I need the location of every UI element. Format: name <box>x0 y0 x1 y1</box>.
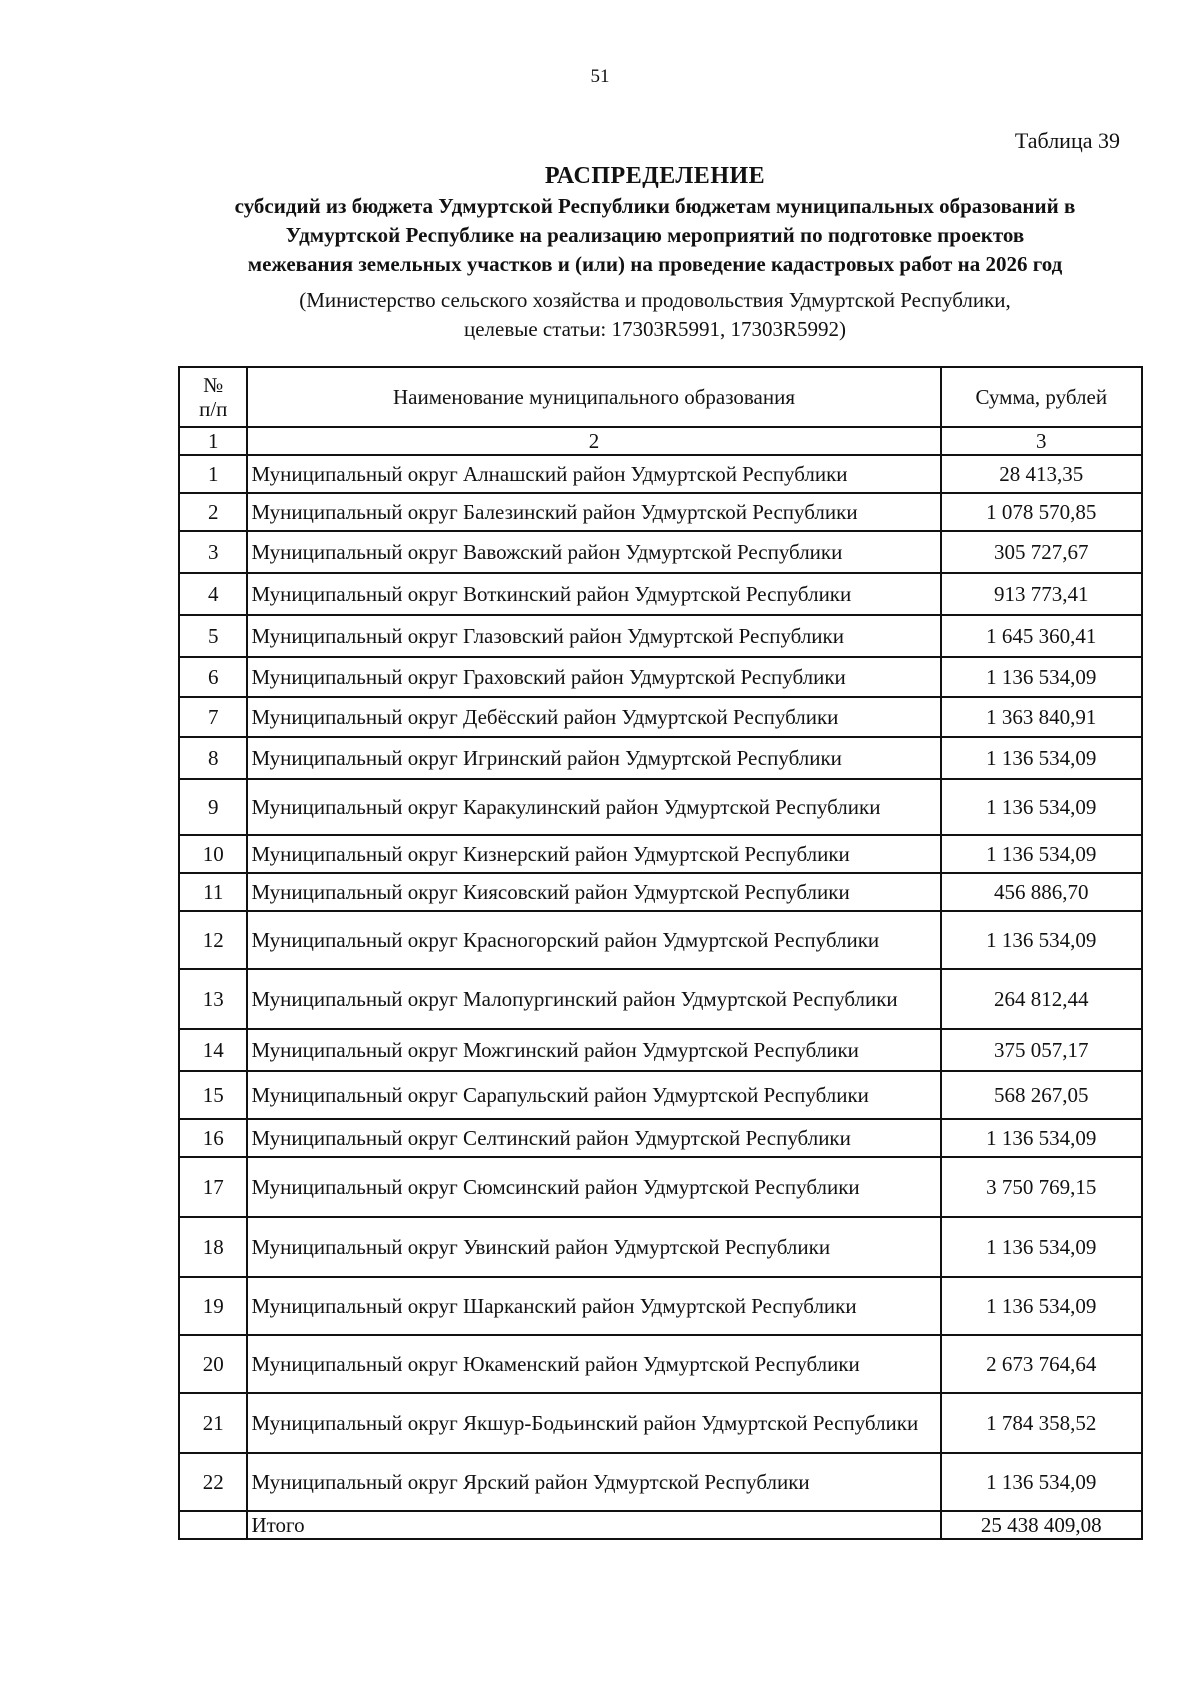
column-index-row <box>179 427 1142 455</box>
row-name-cell: Муниципальный округ Красногорский район Удмуртской Республики <box>247 911 940 969</box>
header-sum-cell: Сумма, рублей <box>941 367 1142 427</box>
row-sum-cell: 1 136 534,09 <box>941 1453 1142 1511</box>
row-sum-cell: 28 413,35 <box>941 455 1142 493</box>
table-row <box>179 911 1142 969</box>
row-name-cell: Муниципальный округ Якшур-Бодьинский район Удмуртской Республики <box>247 1393 940 1453</box>
row-name-cell: Муниципальный округ Шарканский район Удмуртской Республики <box>247 1277 940 1335</box>
row-number-cell: 12 <box>179 911 247 969</box>
row-sum-cell: 3 750 769,15 <box>941 1157 1142 1217</box>
page-number: 51 <box>590 66 610 87</box>
row-name-cell: Муниципальный округ Сарапульский район Удмуртской Республики <box>247 1071 940 1119</box>
table-row <box>179 1071 1142 1119</box>
row-name-cell: Муниципальный округ Малопургинский район Удмуртской Республики <box>247 969 940 1029</box>
row-sum-cell: 1 136 534,09 <box>941 657 1142 697</box>
row-number-cell: 18 <box>179 1217 247 1277</box>
table-row <box>179 1453 1142 1511</box>
row-sum-cell: 2 673 764,64 <box>941 1335 1142 1393</box>
table-row <box>179 969 1142 1029</box>
row-sum-cell: 375 057,17 <box>941 1029 1142 1071</box>
row-name-cell: Муниципальный округ Сюмсинский район Удмуртской Республики <box>247 1157 940 1217</box>
row-number-cell: 4 <box>179 573 247 615</box>
table-row <box>179 737 1142 779</box>
row-number-cell: 3 <box>179 531 247 573</box>
table-row <box>179 1277 1142 1335</box>
row-number-cell: 8 <box>179 737 247 779</box>
row-sum-cell: 1 136 534,09 <box>941 835 1142 873</box>
table-row <box>179 531 1142 573</box>
table-row <box>179 615 1142 657</box>
subtitle-line: межевания земельных участков и (или) на проведение кадастровых работ на 2026 год <box>247 252 1063 276</box>
column-index-cell: 2 <box>247 427 940 455</box>
ministry-note <box>150 286 1160 344</box>
header-num-abbrev: п/п <box>199 397 228 421</box>
row-name-cell: Муниципальный округ Каракулинский район Удмуртской Республики <box>247 779 940 835</box>
subtitle-line: Удмуртской Республике на реализацию мероприятий по подготовке проектов <box>285 223 1025 247</box>
row-name-cell: Муниципальный округ Глазовский район Удмуртской Республики <box>247 615 940 657</box>
document-heading <box>150 160 1160 279</box>
header-name-cell: Наименование муниципального образования <box>247 367 940 427</box>
row-number-cell: 7 <box>179 697 247 737</box>
table-row <box>179 493 1142 531</box>
row-name-cell: Муниципальный округ Киясовский район Удмуртской Республики <box>247 873 940 911</box>
ministry-line: целевые статьи: 17303R5991, 17303R5992) <box>463 317 847 341</box>
row-sum-cell: 1 363 840,91 <box>941 697 1142 737</box>
subsidy-table <box>178 366 1143 1540</box>
row-sum-cell: 1 136 534,09 <box>941 779 1142 835</box>
header-num-cell <box>179 367 247 427</box>
table-row <box>179 1217 1142 1277</box>
document-title: РАСПРЕДЕЛЕНИЕ <box>544 163 766 189</box>
column-index-cell: 3 <box>941 427 1142 455</box>
row-number-cell: 1 <box>179 455 247 493</box>
row-sum-cell: 1 136 534,09 <box>941 1277 1142 1335</box>
total-sum-cell: 25 438 409,08 <box>941 1511 1142 1539</box>
row-number-cell: 19 <box>179 1277 247 1335</box>
table-row <box>179 455 1142 493</box>
table-row <box>179 697 1142 737</box>
table-row <box>179 1157 1142 1217</box>
row-number-cell: 11 <box>179 873 247 911</box>
table-row <box>179 657 1142 697</box>
row-sum-cell: 1 136 534,09 <box>941 1119 1142 1157</box>
ministry-line: (Министерство сельского хозяйства и продовольствия Удмуртской Республики, <box>299 288 1011 312</box>
row-sum-cell: 913 773,41 <box>941 573 1142 615</box>
row-number-cell: 14 <box>179 1029 247 1071</box>
row-sum-cell: 1 784 358,52 <box>941 1393 1142 1453</box>
row-number-cell: 6 <box>179 657 247 697</box>
row-number-cell: 21 <box>179 1393 247 1453</box>
header-num-symbol: № <box>203 373 224 397</box>
row-name-cell: Муниципальный округ Дебёсский район Удмуртской Республики <box>247 697 940 737</box>
row-number-cell: 13 <box>179 969 247 1029</box>
row-number-cell: 16 <box>179 1119 247 1157</box>
row-sum-cell: 305 727,67 <box>941 531 1142 573</box>
row-name-cell: Муниципальный округ Воткинский район Удмуртской Республики <box>247 573 940 615</box>
row-name-cell: Муниципальный округ Ярский район Удмуртской Республики <box>247 1453 940 1511</box>
row-name-cell: Муниципальный округ Кизнерский район Удмуртской Республики <box>247 835 940 873</box>
total-label-cell: Итого <box>247 1511 940 1539</box>
row-number-cell: 20 <box>179 1335 247 1393</box>
row-number-cell: 22 <box>179 1453 247 1511</box>
table-row <box>179 779 1142 835</box>
row-name-cell: Муниципальный округ Можгинский район Удмуртской Республики <box>247 1029 940 1071</box>
row-number-cell: 5 <box>179 615 247 657</box>
table-row <box>179 573 1142 615</box>
row-sum-cell: 456 886,70 <box>941 873 1142 911</box>
total-empty-cell <box>179 1511 247 1539</box>
table-label: Таблица 39 <box>1014 128 1120 153</box>
row-number-cell: 9 <box>179 779 247 835</box>
total-row <box>179 1511 1142 1539</box>
row-sum-cell: 264 812,44 <box>941 969 1142 1029</box>
row-name-cell: Муниципальный округ Алнашский район Удмуртской Республики <box>247 455 940 493</box>
row-sum-cell: 1 078 570,85 <box>941 493 1142 531</box>
row-sum-cell: 1 645 360,41 <box>941 615 1142 657</box>
row-name-cell: Муниципальный округ Селтинский район Удмуртской Республики <box>247 1119 940 1157</box>
row-sum-cell: 568 267,05 <box>941 1071 1142 1119</box>
row-name-cell: Муниципальный округ Балезинский район Удмуртской Республики <box>247 493 940 531</box>
table-row <box>179 873 1142 911</box>
row-number-cell: 2 <box>179 493 247 531</box>
table-row <box>179 1393 1142 1453</box>
table-row <box>179 1119 1142 1157</box>
row-sum-cell: 1 136 534,09 <box>941 1217 1142 1277</box>
row-sum-cell: 1 136 534,09 <box>941 737 1142 779</box>
row-name-cell: Муниципальный округ Вавожский район Удмуртской Республики <box>247 531 940 573</box>
row-name-cell: Муниципальный округ Граховский район Удмуртской Республики <box>247 657 940 697</box>
table-header-row <box>179 367 1142 427</box>
row-number-cell: 17 <box>179 1157 247 1217</box>
row-sum-cell: 1 136 534,09 <box>941 911 1142 969</box>
row-number-cell: 15 <box>179 1071 247 1119</box>
row-number-cell: 10 <box>179 835 247 873</box>
table-row <box>179 1335 1142 1393</box>
table-row <box>179 1029 1142 1071</box>
table-row <box>179 835 1142 873</box>
column-index-cell: 1 <box>179 427 247 455</box>
row-name-cell: Муниципальный округ Увинский район Удмуртской Республики <box>247 1217 940 1277</box>
row-name-cell: Муниципальный округ Игринский район Удмуртской Республики <box>247 737 940 779</box>
row-name-cell: Муниципальный округ Юкаменский район Удмуртской Республики <box>247 1335 940 1393</box>
subtitle-line: субсидий из бюджета Удмуртской Республики бюджетам муниципальных образований в <box>234 194 1076 218</box>
